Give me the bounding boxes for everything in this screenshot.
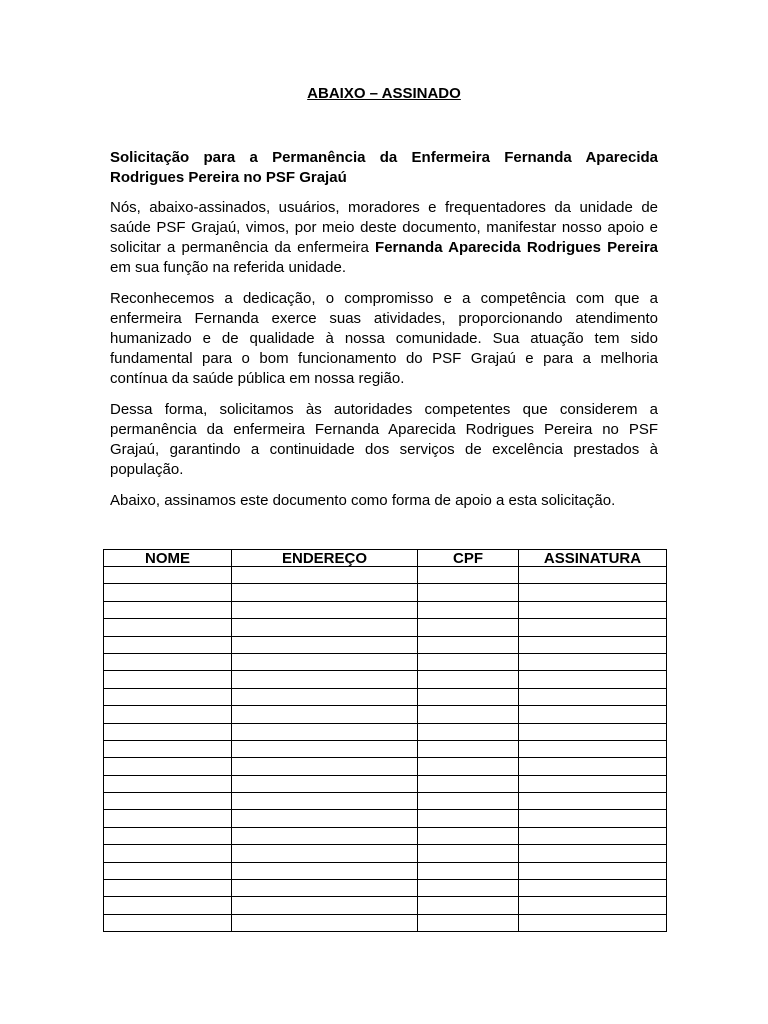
nome-cell[interactable]: [104, 567, 232, 584]
table-row: [104, 758, 667, 775]
table-row: [104, 845, 667, 862]
assinatura-cell[interactable]: [519, 653, 667, 670]
endereco-cell[interactable]: [232, 897, 418, 914]
assinatura-cell[interactable]: [519, 584, 667, 601]
nome-cell[interactable]: [104, 897, 232, 914]
endereco-cell[interactable]: [232, 567, 418, 584]
header-nome: NOME: [104, 550, 232, 567]
endereco-cell[interactable]: [232, 810, 418, 827]
assinatura-cell[interactable]: [519, 706, 667, 723]
endereco-cell[interactable]: [232, 584, 418, 601]
assinatura-cell[interactable]: [519, 845, 667, 862]
nome-cell[interactable]: [104, 827, 232, 844]
cpf-cell[interactable]: [418, 567, 519, 584]
nome-cell[interactable]: [104, 775, 232, 792]
table-header-row: [104, 550, 667, 567]
paragraph-recognition: Reconhecemos a dedicação, o compromisso e a competência com que a enfermeira Fernanda exerce suas atividades, proporcionando atendimento humanizado e de qualidade à nossa comunidade. Sua atuação tem sido fundamental para o bom funcionamento do PSF Grajaú e para a melhoria contínua da saúde pública em nossa região.: [110, 290, 658, 387]
nome-cell[interactable]: [104, 723, 232, 740]
nome-cell[interactable]: [104, 636, 232, 653]
endereco-cell[interactable]: [232, 671, 418, 688]
nome-cell[interactable]: [104, 653, 232, 670]
header-cpf: CPF: [418, 550, 519, 567]
paragraph-closing: Abaixo, assinamos este documento como forma de apoio a esta solicitação.: [110, 492, 616, 509]
cpf-cell[interactable]: [418, 897, 519, 914]
table-row: [104, 897, 667, 914]
table-row: [104, 671, 667, 688]
cpf-cell[interactable]: [418, 810, 519, 827]
signature-table: [103, 549, 667, 932]
table-row: [104, 619, 667, 636]
table-row: [104, 862, 667, 879]
header-endereco: ENDEREÇO: [232, 550, 418, 567]
table-row: [104, 723, 667, 740]
nome-cell[interactable]: [104, 601, 232, 618]
assinatura-cell[interactable]: [519, 636, 667, 653]
assinatura-cell[interactable]: [519, 567, 667, 584]
table-row: [104, 793, 667, 810]
endereco-cell[interactable]: [232, 706, 418, 723]
nome-cell[interactable]: [104, 584, 232, 601]
endereco-cell[interactable]: [232, 845, 418, 862]
table-row: [104, 688, 667, 705]
assinatura-cell[interactable]: [519, 758, 667, 775]
nome-cell[interactable]: [104, 880, 232, 897]
nome-cell[interactable]: [104, 758, 232, 775]
endereco-cell[interactable]: [232, 619, 418, 636]
table-row: [104, 706, 667, 723]
nome-cell[interactable]: [104, 688, 232, 705]
nome-cell[interactable]: [104, 862, 232, 879]
endereco-cell[interactable]: [232, 862, 418, 879]
nome-cell[interactable]: [104, 845, 232, 862]
table-row: [104, 601, 667, 618]
cpf-cell[interactable]: [418, 706, 519, 723]
table-row: [104, 584, 667, 601]
endereco-cell[interactable]: [232, 880, 418, 897]
cpf-cell[interactable]: [418, 880, 519, 897]
cpf-cell[interactable]: [418, 619, 519, 636]
nurse-name: Fernanda Aparecida Rodrigues Pereira: [375, 239, 659, 256]
assinatura-cell[interactable]: [519, 619, 667, 636]
cpf-cell[interactable]: [418, 601, 519, 618]
endereco-cell[interactable]: [232, 775, 418, 792]
paragraph-request: Dessa forma, solicitamos às autoridades competentes que considerem a permanência da enfermeira Fernanda Aparecida Rodrigues Pereira no PSF Grajaú, garantindo a continuidade dos serviços de excelência prestados à população.: [110, 401, 658, 478]
endereco-cell[interactable]: [232, 793, 418, 810]
subject-line: Solicitação para a Permanência da Enfermeira Fernanda Aparecida Rodrigues Pereira no PSF Grajaú: [110, 149, 658, 186]
nome-cell[interactable]: [104, 740, 232, 757]
assinatura-cell[interactable]: [519, 827, 667, 844]
table-row: [104, 653, 667, 670]
table-row: [104, 810, 667, 827]
assinatura-cell[interactable]: [519, 862, 667, 879]
paragraph-intro-end: em sua função na referida unidade.: [110, 259, 346, 276]
cpf-cell[interactable]: [418, 653, 519, 670]
assinatura-cell[interactable]: [519, 793, 667, 810]
assinatura-cell[interactable]: [519, 914, 667, 931]
table-row: [104, 740, 667, 757]
assinatura-cell[interactable]: [519, 810, 667, 827]
endereco-cell[interactable]: [232, 827, 418, 844]
cpf-cell[interactable]: [418, 827, 519, 844]
endereco-cell[interactable]: [232, 758, 418, 775]
assinatura-cell[interactable]: [519, 740, 667, 757]
endereco-cell[interactable]: [232, 688, 418, 705]
assinatura-cell[interactable]: [519, 897, 667, 914]
table-row: [104, 880, 667, 897]
assinatura-cell[interactable]: [519, 775, 667, 792]
endereco-cell[interactable]: [232, 653, 418, 670]
assinatura-cell[interactable]: [519, 671, 667, 688]
cpf-cell[interactable]: [418, 862, 519, 879]
table-row: [104, 827, 667, 844]
paragraph-intro: [110, 198, 658, 278]
cpf-cell[interactable]: [418, 740, 519, 757]
endereco-cell[interactable]: [232, 601, 418, 618]
cpf-cell[interactable]: [418, 584, 519, 601]
assinatura-cell[interactable]: [519, 688, 667, 705]
signature-rows: [104, 567, 667, 932]
document-body: [110, 148, 658, 522]
endereco-cell[interactable]: [232, 740, 418, 757]
nome-cell[interactable]: [104, 793, 232, 810]
table-row: [104, 567, 667, 584]
cpf-cell[interactable]: [418, 914, 519, 931]
nome-cell[interactable]: [104, 914, 232, 931]
cpf-cell[interactable]: [418, 723, 519, 740]
nome-cell[interactable]: [104, 671, 232, 688]
cpf-cell[interactable]: [418, 688, 519, 705]
nome-cell[interactable]: [104, 810, 232, 827]
table-row: [104, 636, 667, 653]
endereco-cell[interactable]: [232, 636, 418, 653]
paragraph-intro-start: Nós, abaixo-assinados, usuários, moradores e frequentadores da unidade de saúde PSF Grajaú, vimos, por meio deste documento, manifestar nosso apoio e solicitar a permanência da enfermeira: [110, 199, 658, 256]
cpf-cell[interactable]: [418, 775, 519, 792]
cpf-cell[interactable]: [418, 671, 519, 688]
endereco-cell[interactable]: [232, 914, 418, 931]
nome-cell[interactable]: [104, 619, 232, 636]
table-row: [104, 914, 667, 931]
assinatura-cell[interactable]: [519, 723, 667, 740]
cpf-cell[interactable]: [418, 845, 519, 862]
assinatura-cell[interactable]: [519, 880, 667, 897]
header-assinatura: ASSINATURA: [519, 550, 667, 567]
assinatura-cell[interactable]: [519, 601, 667, 618]
table-row: [104, 775, 667, 792]
cpf-cell[interactable]: [418, 636, 519, 653]
document-title: ABAIXO – ASSINADO: [307, 85, 461, 102]
cpf-cell[interactable]: [418, 758, 519, 775]
cpf-cell[interactable]: [418, 793, 519, 810]
endereco-cell[interactable]: [232, 723, 418, 740]
nome-cell[interactable]: [104, 706, 232, 723]
